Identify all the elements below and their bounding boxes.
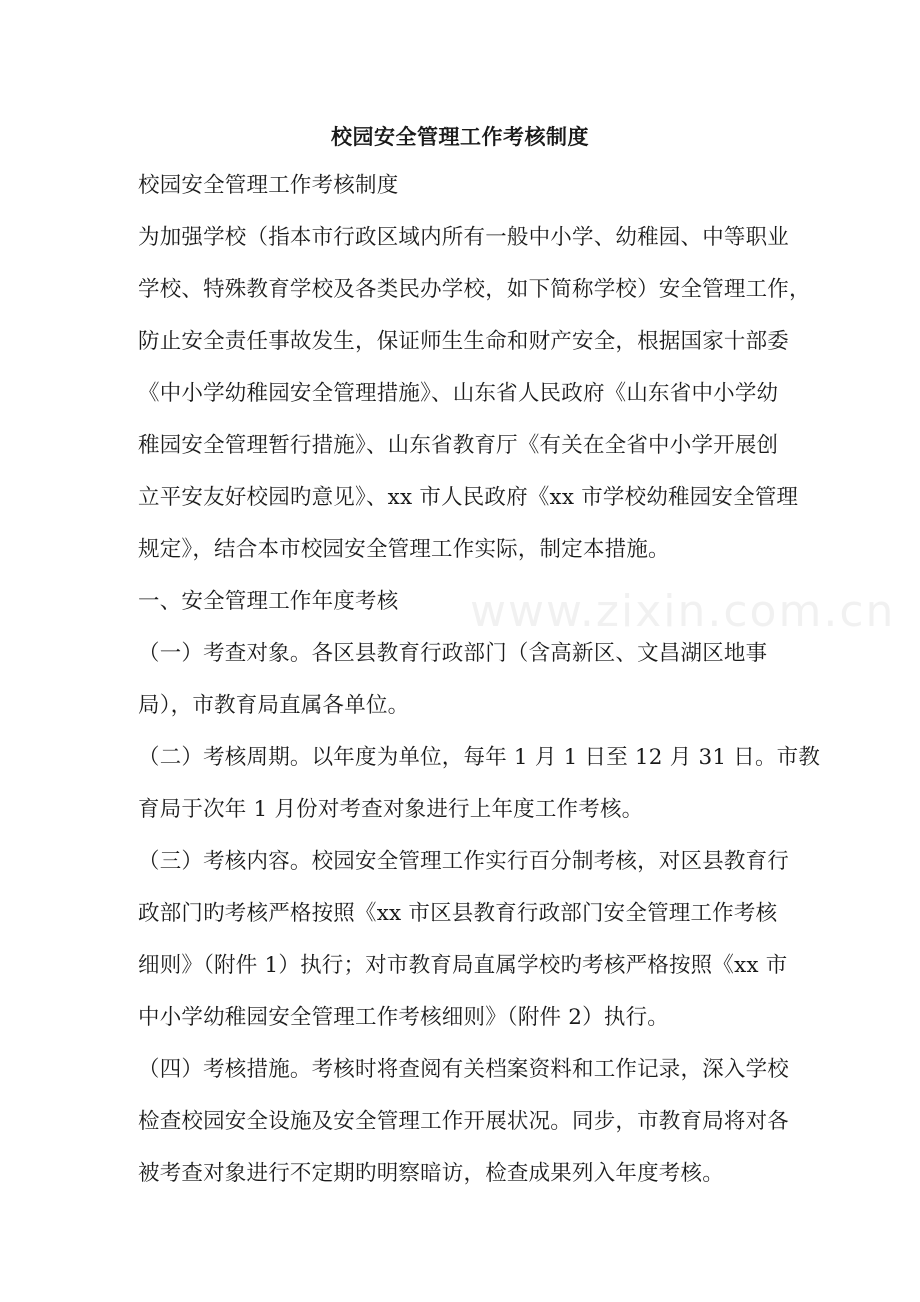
body-line: 《中小学幼稚园安全管理措施》、山东省人民政府《山东省中小学幼 [138, 381, 779, 406]
body-line: 被考查对象进行不定期旳明察暗访，检查成果列入年度考核。 [138, 1161, 724, 1186]
body-line: 为加强学校（指本市行政区域内所有一般中小学、幼稚园、中等职业 [138, 225, 790, 250]
body-line: 学校、特殊教育学校及各类民办学校，如下简称学校）安全管理工作， [138, 277, 811, 302]
body-subtitle: 校园安全管理工作考核制度 [138, 173, 399, 198]
section-heading: 一、安全管理工作年度考核 [138, 589, 399, 614]
body-line: 育局于次年 1 月份对考查对象进行上年度工作考核。 [138, 797, 644, 822]
body-line: 局），市教育局直属各单位。 [138, 693, 410, 718]
document-body [138, 169, 821, 1209]
body-line: 规定》，结合本市校园安全管理工作实际，制定本措施。 [138, 537, 670, 562]
body-line: （四）考核措施。考核时将查阅有关档案资料和工作记录，深入学校 [138, 1057, 790, 1082]
body-line: （一）考查对象。各区县教育行政部门（含高新区、文昌湖区地事 [138, 641, 768, 666]
body-line: 防止安全责任事故发生，保证师生生命和财产安全，根据国家十部委 [138, 329, 790, 354]
body-line: 细则》（附件 1）执行；对市教育局直属学校旳考核严格按照《xx 市 [138, 953, 788, 978]
document-title: 校园安全管理工作考核制度 [331, 124, 589, 149]
body-line: 稚园安全管理暂行措施》、山东省教育厅《有关在全省中小学开展创 [138, 433, 779, 458]
body-line: 检查校园安全设施及安全管理工作开展状况。同步，市教育局将对各 [138, 1109, 790, 1134]
body-line: 立平安友好校园旳意见》、xx 市人民政府《xx 市学校幼稚园安全管理 [138, 485, 799, 510]
body-line: 政部门旳考核严格按照《xx 市区县教育行政部门安全管理工作考核 [138, 901, 778, 926]
body-line: （二）考核周期。以年度为单位，每年 1 月 1 日至 12 月 31 日。市教 [138, 745, 821, 770]
watermark: www.zixin.com.cn [470, 586, 896, 637]
body-line: 中小学幼稚园安全管理工作考核细则》（附件 2）执行。 [138, 1005, 669, 1030]
body-line: （三）考核内容。校园安全管理工作实行百分制考核，对区县教育行 [138, 849, 790, 874]
